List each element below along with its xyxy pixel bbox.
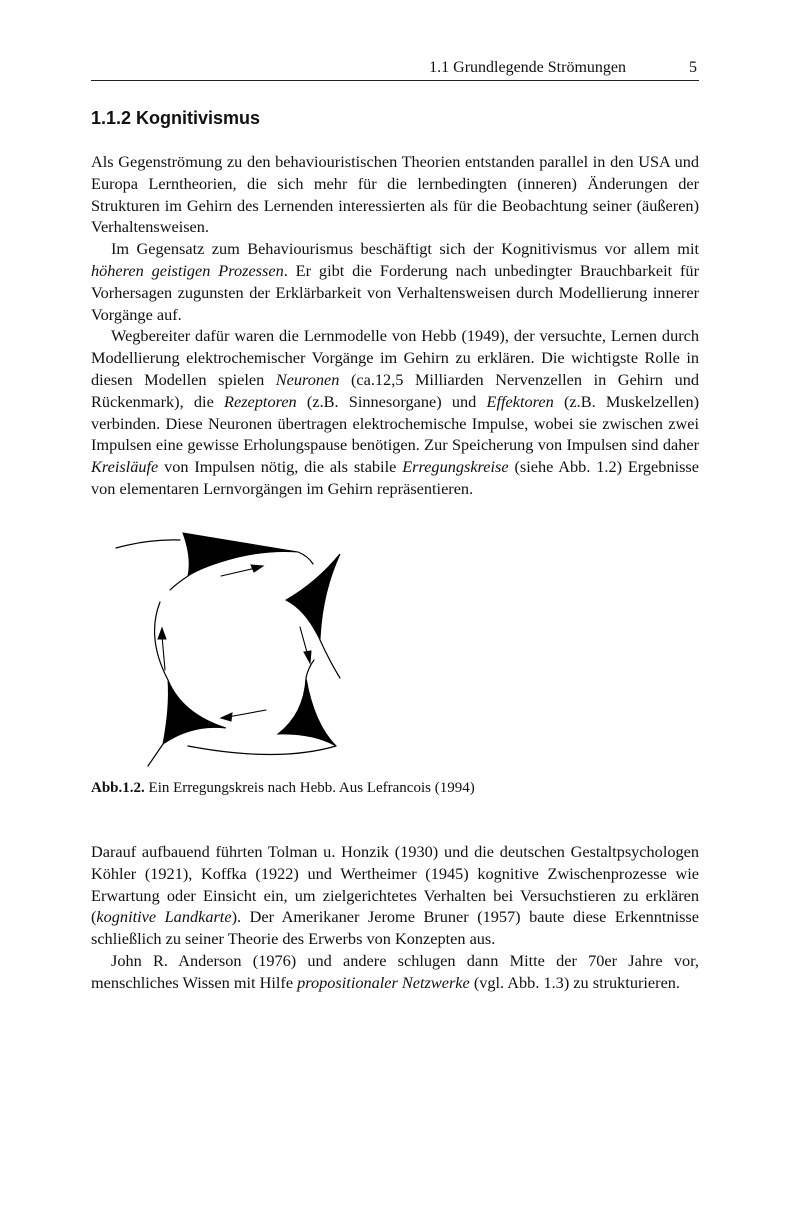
hebb-excitation-circuit-figure <box>108 528 358 778</box>
axon-top-right <box>298 552 313 564</box>
neuron-bottom-right <box>278 678 336 746</box>
arrow-top-head <box>251 565 263 572</box>
running-title: 1.1 Grundlegende Strömungen <box>429 59 626 76</box>
axon-left-vertical <box>148 744 163 766</box>
section-heading: 1.1.2 Kognitivismus <box>91 108 261 128</box>
arrow-left <box>162 636 165 670</box>
body-text-lower <box>91 841 699 994</box>
neuron-left <box>163 680 226 744</box>
paragraph-4: Darauf aufbauend führten Tolman u. Honzik (1930) und die deutschen Gestaltpsychologen Köhler (1921), Koffka (1922) und Wertheimer (1945) kognitive Zwischenprozesse wie Erwartung oder Einsicht ein, um zielgerichtetes Verhalten bei Versuchstieren zu erklären (kognitive Landkarte). Der Amerikaner Jerome Bruner (1957) baute diese Erkenntnisse schließlich zu seiner Theorie des Erwerbs von Konzepten aus. <box>91 842 699 949</box>
emphasis: Effektoren <box>486 391 554 411</box>
figure-label: Abb.1.2. <box>91 780 145 796</box>
emphasis: kognitive Landkarte <box>96 907 232 927</box>
paragraph-3: Wegbereiter dafür waren die Lernmodelle von Hebb (1949), der versuchte, Lernen durch Modellierung elektrochemischer Vorgänge im Gehirn zu erklären. Die wichtigste Rolle in diesen Modellen spielen Neuronen (ca.12,5 Milliarden Nervenzellen in Gehirn und Rückenmark), die Rezeptoren (z.B. Sinnesorgane) und Effektoren (z.B. Muskelzellen) verbinden. Diese Neuronen übertragen elektrochemische Impulse, wobei sie zwischen zwei Impulsen eine gewisse Erholungspause benötigen. Zur Speicherung von Impulsen sind daher Kreisläufe von Impulsen nötig, die als stabile Erregungskreise (siehe Abb. 1.2) Ergebnisse von elementaren Lernvorgängen im Gehirn repräsentieren. <box>91 326 700 498</box>
body-text-upper <box>91 151 699 500</box>
paragraph-1: Als Gegenströmung zu den behaviouristischen Theorien entstanden parallel in den USA und Europa Lerntheorien, die sich mehr für die lernbedingten (inneren) Änderungen der Strukturen im Gehirn des Lernenden interessierten als für die Beobachtung seiner (äußeren) Verhaltensweisen. <box>91 152 699 237</box>
axon-top-left <box>116 540 180 548</box>
emphasis: Kreisläufe <box>91 457 159 477</box>
paragraph-2: Im Gegensatz zum Behaviourismus beschäftigt sich der Kognitivismus vor allem mit höheren geistigen Prozessen. Er gibt die Forderung nach unbedingter Brauchbarkeit für Vorhersagen zugunsten der Erklärbarkeit von Verhaltensweisen durch Modellierung innerer Vorgänge auf. <box>91 239 699 324</box>
emphasis: propositionaler Netzwerke <box>297 972 470 992</box>
arrow-right-head <box>304 651 311 663</box>
neuron-top <box>183 533 298 576</box>
emphasis: Rezeptoren <box>224 391 297 411</box>
dendrite-top <box>170 576 188 590</box>
arrow-top <box>221 568 256 576</box>
emphasis: Neuronen <box>275 369 340 389</box>
figure-caption <box>91 780 475 797</box>
page-number: 5 <box>689 59 697 76</box>
paragraph-5: John R. Anderson (1976) und andere schlugen dann Mitte der 70er Jahre vor, menschliches Wissen mit Hilfe propositionaler Netzwerke (vgl. Abb. 1.3) zu strukturieren. <box>91 950 699 992</box>
emphasis: Erregungskreise <box>402 457 509 477</box>
emphasis: höheren geistigen Prozessen <box>91 260 284 280</box>
axon-bottom-arc <box>188 746 336 755</box>
figure-caption-text: Ein Erregungskreis nach Hebb. Aus Lefrancois (1994) <box>144 780 475 796</box>
arrow-bottom <box>228 710 266 717</box>
dendrite-left-arc <box>155 602 168 680</box>
dendrite-right <box>320 640 340 678</box>
arrow-left-head <box>158 628 166 639</box>
arrow-bottom-head <box>221 713 232 721</box>
neuron-right <box>286 554 340 640</box>
running-header <box>91 58 699 81</box>
